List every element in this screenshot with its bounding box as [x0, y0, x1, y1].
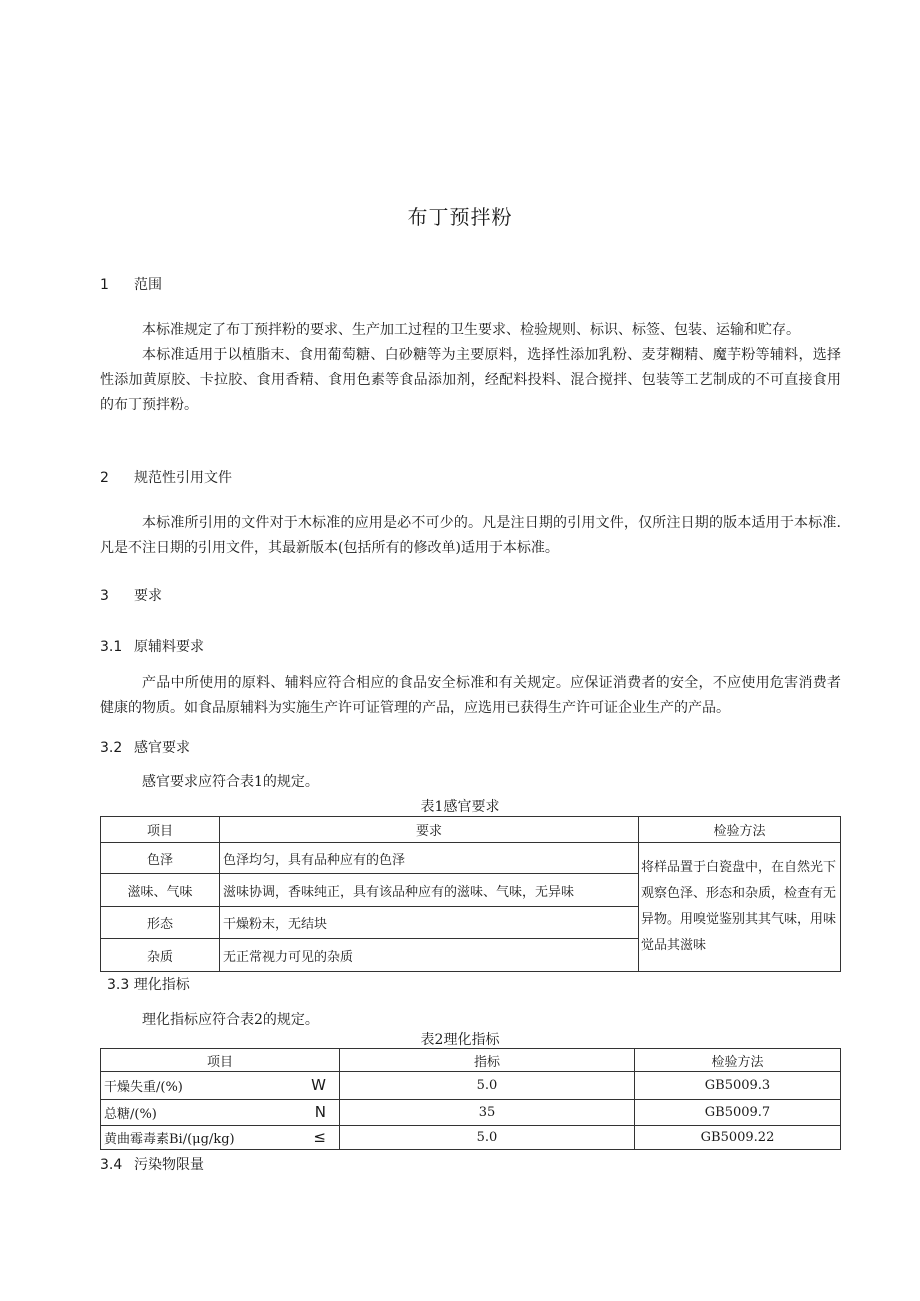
item-cell: 杂质 [101, 939, 220, 972]
requirement-cell: 滋味协调，香味纯正，具有该品种应有的滋味、气味，无异味 [220, 874, 639, 907]
symbol: N [314, 1103, 326, 1121]
paragraph: 感官要求应符合表1的规定。 [142, 774, 319, 790]
section-heading-3 [100, 585, 162, 605]
section-heading-1 [100, 274, 162, 294]
section-title: 污染物限量 [134, 1157, 204, 1173]
section-number: 1 [100, 277, 109, 293]
header-cell: 项目 [101, 817, 220, 843]
requirement-cell: 色泽均匀，具有品种应有的色泽 [220, 843, 639, 874]
raw-material-text [100, 671, 841, 721]
section-number: 3.1 [100, 639, 123, 655]
header-cell: 检验方法 [639, 817, 841, 843]
sensory-table [100, 816, 841, 972]
section-title: 规范性引用文件 [134, 470, 232, 486]
item-label: 干燥失重/(%) [104, 1080, 183, 1095]
scope-text [100, 318, 841, 418]
paragraph: 本标准适用于以植脂末、食用葡萄糖、白砂糖等为主要原料，选择性添加乳粉、麦芽糊精、魔芋粉等辅料，选择性添加黄原胶、卡拉胶、食用香精、食用色素等食品添加剂，经配料投料、混合搅拌、包装等工艺制成的不可直接食用的布丁预拌粉。 [100, 347, 841, 413]
header-cell: 要求 [220, 817, 639, 843]
section-title: 要求 [134, 588, 162, 604]
table-header-row [101, 817, 841, 843]
header-cell: 项目 [101, 1049, 340, 1072]
value-cell: 5.0 [340, 1072, 635, 1100]
item-label: 黄曲霉毒素Bi/(μg/kg) [104, 1132, 235, 1147]
section-title: 原辅料要求 [134, 639, 204, 655]
section-title: 范围 [134, 277, 162, 293]
item-cell [101, 1126, 340, 1150]
paragraph: 本标准规定了布丁预拌粉的要求、生产加工过程的卫生要求、检验规则、标识、标签、包装、运输和贮存。 [142, 322, 800, 338]
physchem-table [100, 1048, 841, 1150]
symbol: W [311, 1076, 326, 1094]
header-cell: 指标 [340, 1049, 635, 1072]
paragraph: 理化指标应符合表2的规定。 [142, 1012, 319, 1028]
method-cell: GB5009.3 [635, 1072, 841, 1100]
table-row [101, 1072, 841, 1100]
table-row [101, 1126, 841, 1150]
section-heading-3-3: 3.3 理化指标 [107, 977, 190, 993]
section-number: 3 [100, 588, 109, 604]
method-cell: GB5009.7 [635, 1100, 841, 1126]
method-cell: 将样品置于白瓷盘中，在自然光下观察色泽、形态和杂质，检查有无异物。用嗅觉鉴别其其气味，用味觉品其滋味 [639, 843, 841, 972]
paragraph: 本标准所引用的文件对于木标准的应用是必不可少的。凡是注日期的引用文件，仅所注日期的版本适用于本标准.凡是不注日期的引用文件，其最新版本(包括所有的修改单)适用于本标准。 [100, 515, 841, 556]
item-cell: 色泽 [101, 843, 220, 874]
section-heading-2 [100, 467, 232, 487]
section-number: 3.2 [100, 740, 123, 756]
section-title: 感官要求 [134, 740, 190, 756]
references-text [100, 511, 841, 561]
section-number: 3.4 [100, 1157, 123, 1173]
paragraph: 产品中所使用的原料、辅料应符合相应的食品安全标准和有关规定。应保证消费者的安全，不应使用危害消费者健康的物质。如食品原辅料为实施生产许可证管理的产品，应选用已获得生产许可证企业生产的产品。 [100, 675, 841, 716]
section-heading-3-1 [100, 636, 204, 656]
section-number: 2 [100, 470, 109, 486]
sensory-intro [100, 770, 841, 795]
method-cell: GB5009.22 [635, 1126, 841, 1150]
header-cell: 检验方法 [635, 1049, 841, 1072]
item-label: 总糖/(%) [104, 1107, 157, 1122]
table2-caption: 表2理化指标 [420, 1032, 500, 1048]
item-cell [101, 1072, 340, 1100]
item-cell [101, 1100, 340, 1126]
section-heading-3-2 [100, 737, 190, 757]
table1-caption: 表1感官要求 [420, 799, 500, 815]
value-cell: 5.0 [340, 1126, 635, 1150]
value-cell: 35 [340, 1100, 635, 1126]
table-row [101, 1100, 841, 1126]
document-title: 布丁预拌粉 [407, 205, 513, 229]
requirement-cell: 干燥粉末，无结块 [220, 907, 639, 939]
requirement-cell: 无正常视力可见的杂质 [220, 939, 639, 972]
table-row [101, 843, 841, 874]
symbol: ≤ [313, 1128, 326, 1146]
item-cell: 滋味、气味 [101, 874, 220, 907]
table-header-row [101, 1049, 841, 1072]
section-heading-3-4 [100, 1154, 204, 1174]
item-cell: 形态 [101, 907, 220, 939]
